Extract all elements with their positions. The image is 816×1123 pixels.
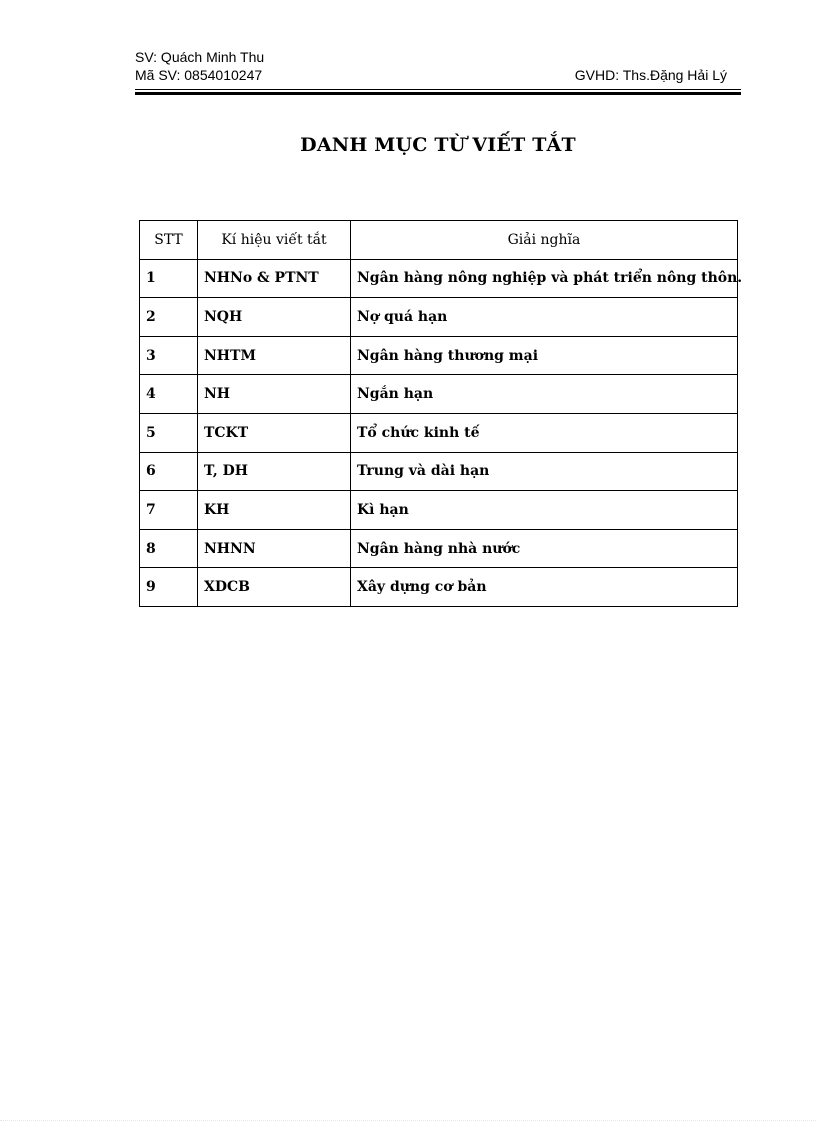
cell-abbreviation: XDCB — [198, 568, 351, 607]
table-row — [140, 259, 738, 298]
cell-abbreviation: KH — [198, 491, 351, 530]
cell-stt: 2 — [140, 298, 198, 337]
table-header-row — [140, 221, 738, 260]
cell-stt: 9 — [140, 568, 198, 607]
page-header — [135, 48, 741, 85]
header-line-2 — [135, 66, 741, 85]
header-meaning: Giải nghĩa — [351, 221, 738, 260]
cell-stt: 6 — [140, 452, 198, 491]
header-stt: STT — [140, 221, 198, 260]
header-abbreviation: Kí hiệu viết tắt — [198, 221, 351, 260]
table-row — [140, 452, 738, 491]
cell-abbreviation: NH — [198, 375, 351, 414]
cell-meaning: Xây dựng cơ bản — [351, 568, 738, 607]
cell-meaning: Trung và dài hạn — [351, 452, 738, 491]
page-bottom-border — [0, 1120, 816, 1121]
table-row — [140, 336, 738, 375]
student-name: SV: Quách Minh Thu — [135, 49, 265, 65]
cell-abbreviation: NHNo & PTNT — [198, 259, 351, 298]
cell-meaning: Nợ quá hạn — [351, 298, 738, 337]
cell-stt: 5 — [140, 413, 198, 452]
cell-stt: 4 — [140, 375, 198, 414]
page-title: DANH MỤC TỪ VIẾT TẮT — [300, 134, 576, 156]
advisor-name: GVHD: Ths.Đặng Hải Lý — [574, 67, 727, 83]
cell-abbreviation: TCKT — [198, 413, 351, 452]
cell-stt: 3 — [140, 336, 198, 375]
cell-stt: 8 — [140, 529, 198, 568]
cell-abbreviation: NQH — [198, 298, 351, 337]
cell-abbreviation: NHNN — [198, 529, 351, 568]
cell-abbreviation: T, DH — [198, 452, 351, 491]
cell-stt: 1 — [140, 259, 198, 298]
cell-meaning: Ngân hàng thương mại — [351, 336, 738, 375]
table-row — [140, 568, 738, 607]
cell-meaning: Ngân hàng nhà nước — [351, 529, 738, 568]
table-row — [140, 491, 738, 530]
cell-meaning: Kì hạn — [351, 491, 738, 530]
cell-meaning: Ngắn hạn — [351, 375, 738, 414]
header-rule — [135, 89, 741, 95]
table-row — [140, 529, 738, 568]
cell-abbreviation: NHTM — [198, 336, 351, 375]
cell-meaning: Tổ chức kinh tế — [351, 413, 738, 452]
table-row — [140, 298, 738, 337]
table-row — [140, 375, 738, 414]
cell-meaning: Ngân hàng nông nghiệp và phát triển nông thôn. — [351, 259, 738, 298]
table-row — [140, 413, 738, 452]
abbreviation-table — [139, 220, 743, 607]
student-id: Mã SV: 0854010247 — [135, 67, 263, 83]
cell-stt: 7 — [140, 491, 198, 530]
